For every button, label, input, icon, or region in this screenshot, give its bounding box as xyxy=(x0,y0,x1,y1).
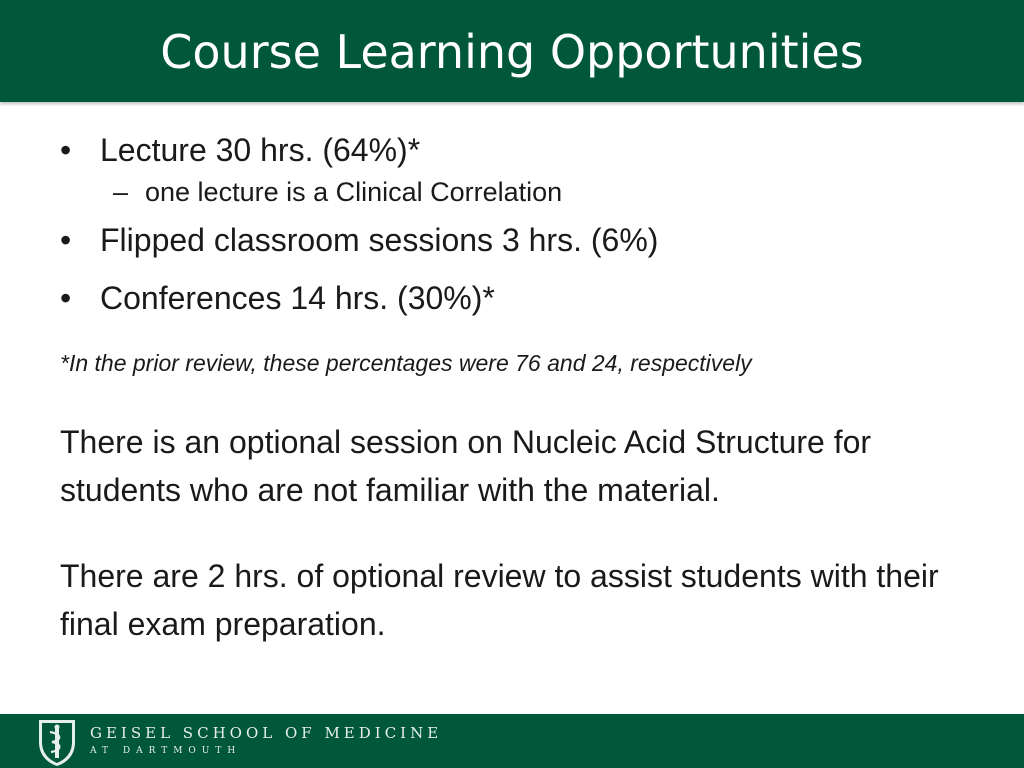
bullet-marker: • xyxy=(60,132,72,168)
school-name: GEISEL SCHOOL OF MEDICINE xyxy=(90,724,443,742)
bullet-text: Flipped classroom sessions 3 hrs. (6%) xyxy=(100,222,659,258)
bullet-marker: • xyxy=(60,222,72,258)
bullet-item-lecture xyxy=(60,128,960,172)
school-seal-icon xyxy=(36,716,78,768)
title-bar xyxy=(0,0,1024,102)
slide-title: Course Learning Opportunities xyxy=(160,25,864,79)
bullet-text: Lecture 30 hrs. (64%)* xyxy=(100,132,421,168)
bullet-item-flipped xyxy=(60,218,960,262)
dash-marker: – xyxy=(113,177,129,207)
sub-bullet-clinical xyxy=(113,174,960,210)
footnote: *In the prior review, these percentages were 76 and 24, respectively xyxy=(60,350,752,376)
slide-content xyxy=(60,128,960,648)
sub-bullet-text: one lecture is a Clinical Correlation xyxy=(145,177,563,207)
paragraph-optional-review: There are 2 hrs. of optional review to assist students with their final exam preparation. xyxy=(60,558,939,642)
bullet-marker: • xyxy=(60,280,72,316)
bullet-item-conferences xyxy=(60,276,960,320)
bullet-text: Conferences 14 hrs. (30%)* xyxy=(100,280,495,316)
paragraph-optional-session: There is an optional session on Nucleic Acid Structure for students who are not familiar with the material. xyxy=(60,424,872,508)
school-subtitle: AT DARTMOUTH xyxy=(90,746,242,756)
footer-bar xyxy=(0,714,1024,768)
